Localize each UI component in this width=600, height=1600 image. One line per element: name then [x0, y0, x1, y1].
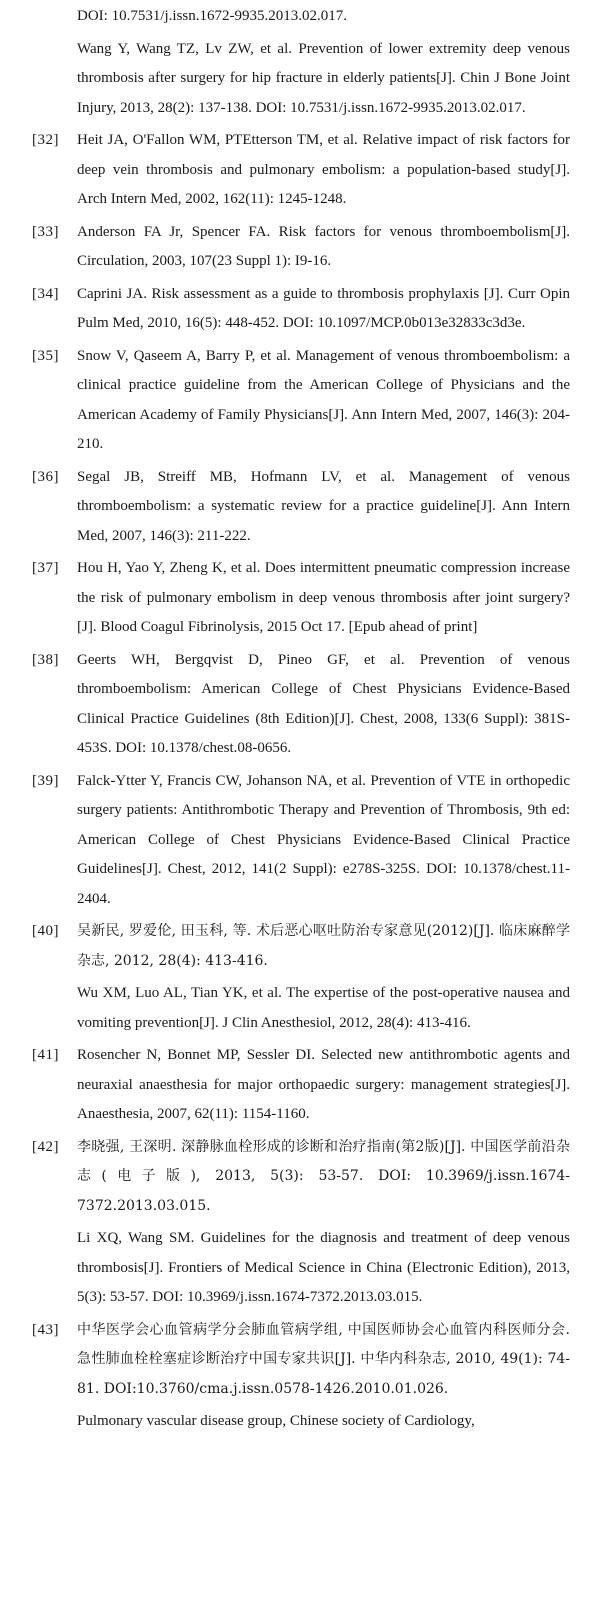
- reference-number: [38]: [32, 651, 59, 668]
- reference-text: Rosencher N, Bonnet MP, Sessler DI. Selected new antithrombotic agents and neuraxial anaesthesia for major orthopaedic surgery: management strategies[J]. Anaesthesia, 2007, 62(11): 1154-1160.: [77, 1047, 570, 1122]
- reference-42: [0, 1133, 600, 1313]
- reference-32: [0, 126, 600, 215]
- reference-text: Falck-Ytter Y, Francis CW, Johanson NA, et al. Prevention of VTE in orthopedic surgery patients: Antithrombotic Therapy and Prevention of Thrombosis, 9th ed: American College of Chest Physicians Evidence-Based Clinical Practice Guidelines[J]. Chest, 2012, 141(2 Suppl): e278S-325S. DOI: 10.1378/chest.11-2404.: [77, 772, 570, 907]
- reference-31-continuation: [0, 2, 600, 123]
- reference-34: [0, 280, 600, 339]
- reference-number: [39]: [32, 772, 59, 789]
- reference-37: [0, 554, 600, 643]
- reference-40: [0, 917, 600, 1038]
- reference-text: Snow V, Qaseem A, Barry P, et al. Management of venous thromboembolism: a clinical practice guideline from the American College of Physicians and the American Academy of Family Physicians[J]. Ann Intern Med, 2007, 146(3): 204-210.: [77, 347, 570, 452]
- reference-39: [0, 767, 600, 915]
- reference-text: Heit JA, O'Fallon WM, PTEtterson TM, et al. Relative impact of risk factors for deep vein thrombosis and pulmonary embolism: a population-based study[J]. Arch Intern Med, 2002, 162(11): 1245-1248.: [77, 132, 570, 207]
- reference-43: [0, 1316, 600, 1437]
- reference-number: [34]: [32, 285, 59, 302]
- reference-number: [43]: [32, 1321, 59, 1338]
- reference-number: [35]: [32, 347, 59, 364]
- reference-36: [0, 463, 600, 552]
- reference-text: Geerts WH, Bergqvist D, Pineo GF, et al. Prevention of venous thromboembolism: American College of Chest Physicians Evidence-Based Clinical Practice Guidelines (8th Edition)[J]. Chest, 2008, 133(6 Suppl): 381S-453S. DOI: 10.1378/chest.08-0656.: [77, 651, 570, 756]
- reference-number: [41]: [32, 1047, 59, 1063]
- reference-number: [37]: [32, 560, 59, 576]
- reference-text-english: Wu XM, Luo AL, Tian YK, et al. The expertise of the post-operative nausea and vomiting prevention[J]. J Clin Anesthesiol, 2012, 28(4): 413-416.: [77, 985, 570, 1031]
- reference-number: [42]: [32, 1138, 59, 1155]
- reference-text: Caprini JA. Risk assessment as a guide to thrombosis prophylaxis [J]. Curr Opin Pulm Med, 2010, 16(5): 448-452. DOI: 10.1097/MCP.0b013e32833c3d3e.: [77, 285, 570, 331]
- reference-33: [0, 218, 600, 277]
- reference-list: [0, 2, 600, 1600]
- reference-text-chinese: 吴新民, 罗爱伦, 田玉科, 等. 术后恶心呕吐防治专家意见(2012)[J]. 临床麻醉学杂志, 2012, 28(4): 413-416.: [77, 923, 570, 969]
- reference-text: Segal JB, Streiff MB, Hofmann LV, et al. Management of venous thromboembolism: a systematic review for a practice guideline[J]. Ann Intern Med, 2007, 146(3): 211-222.: [77, 468, 570, 544]
- reference-text-english: Wang Y, Wang TZ, Lv ZW, et al. Prevention of lower extremity deep venous thrombosis after surgery for hip fracture in elderly patients[J]. Chin J Bone Joint Injury, 2013, 28(2): 137-138. DOI: 10.7531/j.issn.1672-9935.2013.02.017.: [77, 40, 570, 116]
- reference-text-doi: DOI: 10.7531/j.issn.1672-9935.2013.02.017.: [77, 8, 347, 24]
- reference-number: [33]: [32, 223, 59, 240]
- reference-text-chinese: 中华医学会心血管病学分会肺血管病学组, 中国医师协会心血管内科医师分会. 急性肺血栓栓塞症诊断治疗中国专家共识[J]. 中华内科杂志, 2010, 49(1): 74-81. DOI:10.3760/cma.j.issn.0578-1426.2010.01.026.: [77, 1321, 570, 1397]
- reference-number: [40]: [32, 923, 59, 939]
- reference-text-chinese: 李晓强, 王深明. 深静脉血栓形成的诊断和治疗指南(第2版)[J]. 中国医学前沿杂志(电子版), 2013, 5(3): 53-57. DOI: 10.3969/j.issn.1674-7372.2013.03.015.: [77, 1138, 570, 1214]
- reference-number: [32]: [32, 132, 59, 148]
- reference-text-english: Pulmonary vascular disease group, Chinese society of Cardiology,: [77, 1413, 475, 1429]
- reference-38: [0, 646, 600, 764]
- reference-number: [36]: [32, 468, 59, 485]
- reference-text-english: Li XQ, Wang SM. Guidelines for the diagnosis and treatment of deep venous thrombosis[J]. Frontiers of Medical Science in China (Electronic Edition), 2013, 5(3): 53-57. DOI: 10.3969/j.issn.1674-7372.2013.03.015.: [77, 1230, 570, 1305]
- reference-text: Anderson FA Jr, Spencer FA. Risk factors for venous thromboembolism[J]. Circulation, 2003, 107(23 Suppl 1): I9-16.: [77, 223, 570, 269]
- reference-41: [0, 1041, 600, 1130]
- reference-text: Hou H, Yao Y, Zheng K, et al. Does intermittent pneumatic compression increase the risk of pulmonary embolism in deep venous thrombosis after joint surgery?[J]. Blood Coagul Fibrinolysis, 2015 Oct 17. [Epub ahead of print]: [77, 560, 570, 635]
- reference-35: [0, 342, 600, 460]
